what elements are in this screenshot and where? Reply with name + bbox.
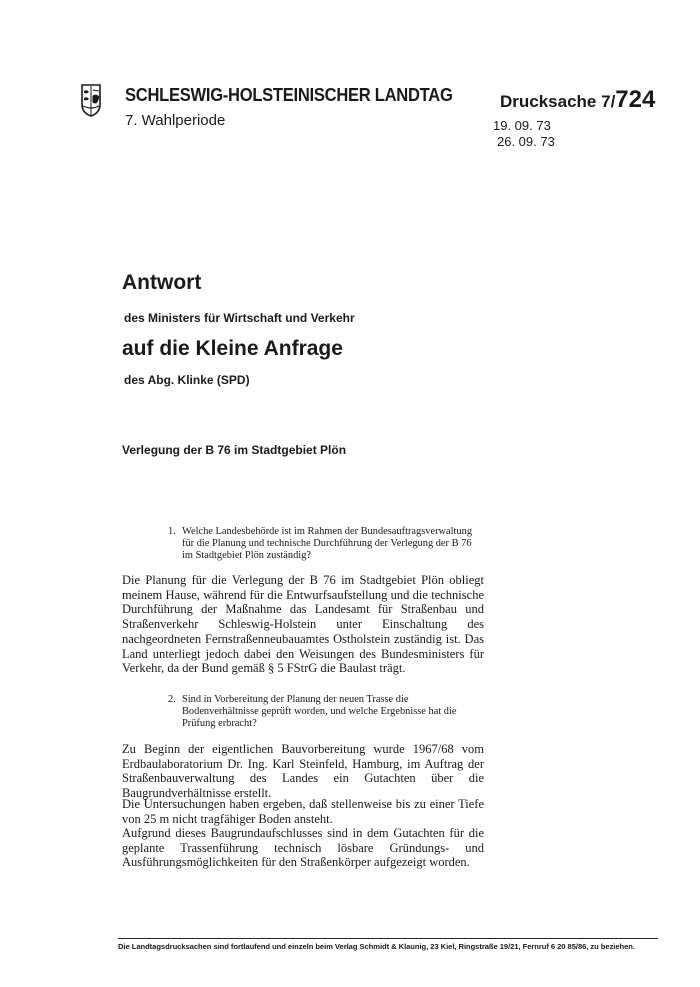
- answer-2-paragraph-3: Aufgrund dieses Baugrundaufschlusses sind in dem Gutachten für die geplante Trassenführung technisch lösbare Gründungs- und Ausführungsmöglichkeiten für den Straßenkörper aufgezeigt worden.: [122, 826, 484, 870]
- footer-note: Die Landtagsdrucksachen sind fortlaufend und einzeln beim Verlag Schmidt & Klaunig, 23 Kiel, Ringstraße 19/21, Fernruf 6 20 85/86, zu beziehen.: [118, 942, 635, 951]
- question-number: 1.: [168, 526, 176, 537]
- subject-line: Verlegung der B 76 im Stadtgebiet Plön: [122, 443, 347, 457]
- document-type-heading: Antwort: [122, 271, 202, 294]
- question-number: 2.: [168, 694, 176, 705]
- parliament-name: SCHLESWIG-HOLSTEINISCHER LANDTAG: [125, 85, 453, 105]
- answer-2-paragraph-1: Zu Beginn der eigentlichen Bauvorbereitung wurde 1967/68 vom Erdbaulaboratorium Dr. Ing. Karl Steinfeld, Hamburg, im Auftrag der Straßenbauverwaltung des Landes ein Gutachten über die Baugrundverhältnisse erstellt.: [122, 742, 484, 801]
- coat-of-arms-icon: [80, 82, 102, 118]
- question-2: [168, 694, 474, 730]
- question-1: [168, 526, 474, 562]
- drucksache-label: Drucksache 7/: [500, 92, 616, 111]
- inquiry-heading: auf die Kleine Anfrage: [122, 337, 343, 360]
- footer-divider: [118, 938, 658, 939]
- minister-line: des Ministers für Wirtschaft und Verkehr: [124, 311, 355, 325]
- member-line: des Abg. Klinke (SPD): [124, 373, 250, 387]
- drucksache-id: 724: [615, 86, 656, 113]
- answer-2-paragraph-2: Die Untersuchungen haben ergeben, daß stellenweise bis zu einer Tiefe von 25 m nicht tragfähiger Boden ansteht.: [122, 797, 484, 826]
- answer-1: Die Planung für die Verlegung der B 76 im Stadtgebiet Plön obliegt meinem Hause, während für die Entwurfsaufstellung und die technische Durchführung der Maßnahme das Landesamt für Straßenbau und Straßenverkehr Schleswig-Holstein unter Einschaltung des nachgeordneten Fernstraßenneubauamtes Ostholstein zuständig ist. Das Land unterliegt jedoch dabei den Weisungen des Bundesministers für Verkehr, da der Bund gemäß § 5 FStrG die Baulast trägt.: [122, 573, 484, 676]
- date-first: 19. 09. 73: [493, 118, 551, 133]
- question-text: Sind in Vorbereitung der Planung der neuen Trasse die Bodenverhältnisse geprüft worden, und welche Ergebnisse hat die Prüfung erbracht?: [182, 694, 457, 729]
- drucksache-number: [500, 86, 655, 114]
- legislative-period: 7. Wahlperiode: [125, 112, 226, 129]
- question-text: Welche Landesbehörde ist im Rahmen der Bundesauftragsverwaltung für die Planung und technische Durchführung der Verlegung der B 76 im Stadtgebiet Plön zuständig?: [182, 526, 473, 561]
- date-second: 26. 09. 73: [497, 134, 555, 149]
